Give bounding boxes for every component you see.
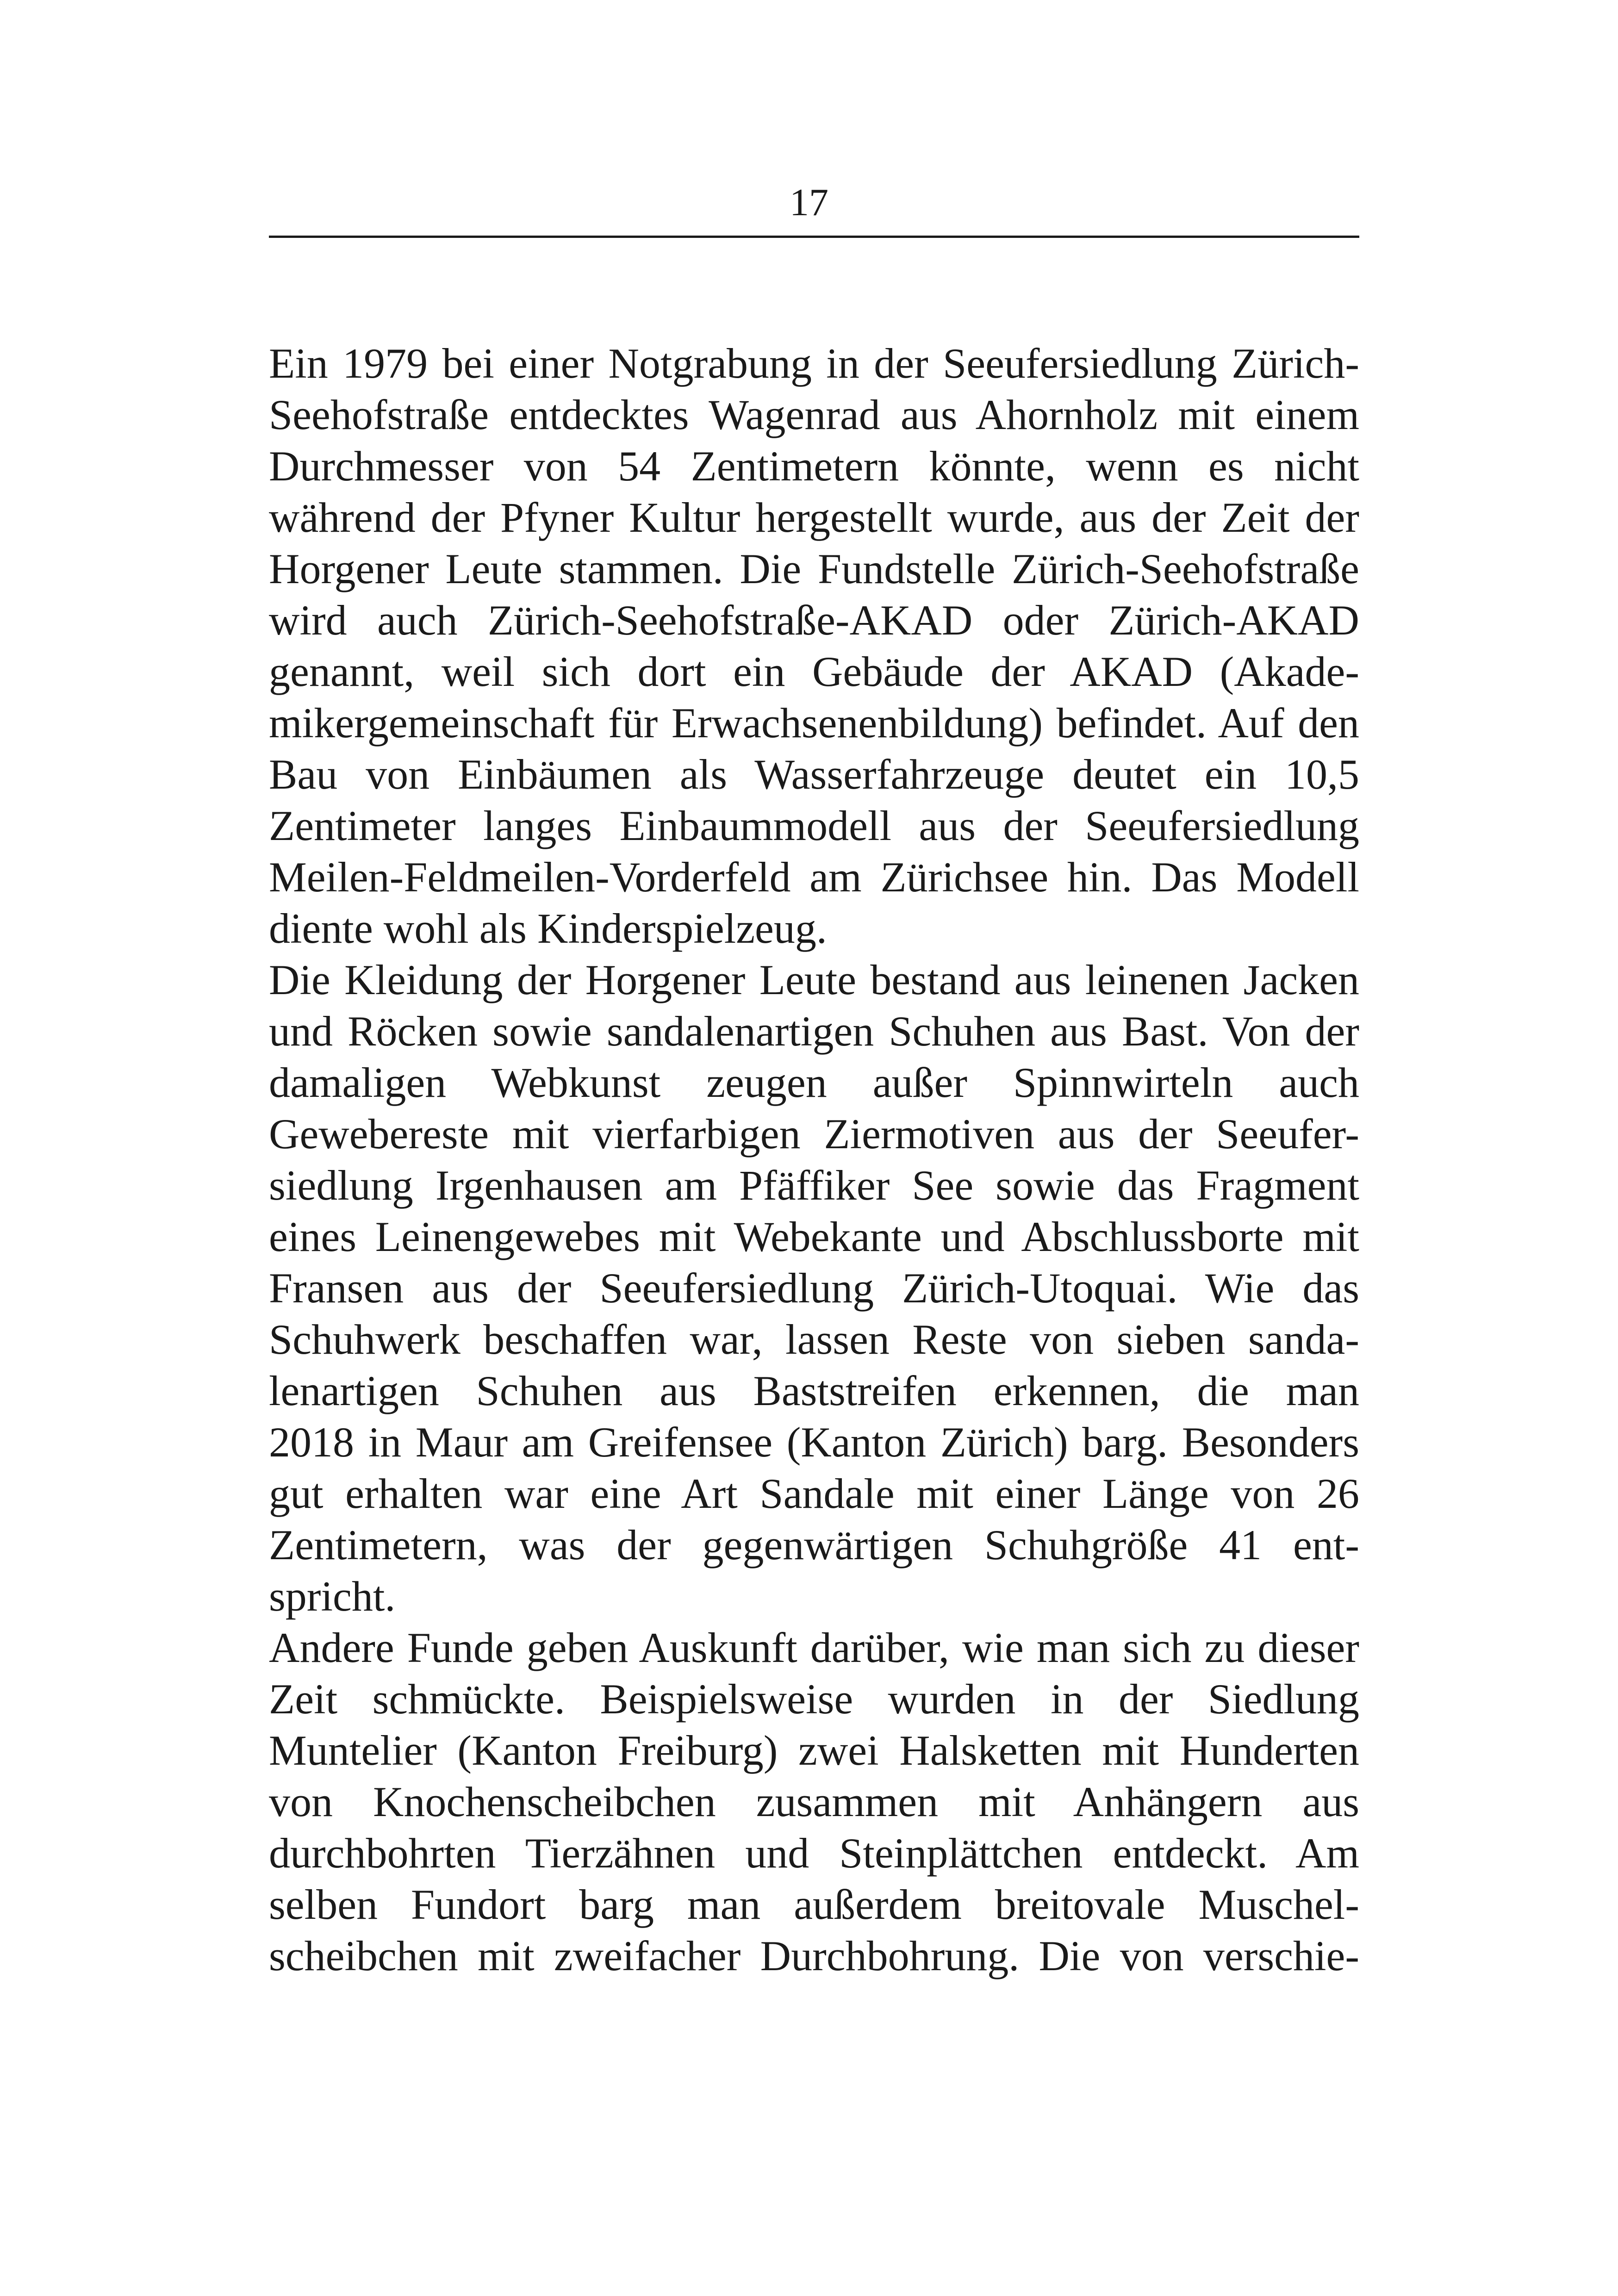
paragraph-2: [269, 954, 1359, 1622]
text-line: Zeit schmückte. Beispielsweise wurden in der Siedlung: [269, 1675, 1359, 1723]
text-line: während der Pfyner Kultur hergestellt wurde, aus der Zeit der: [269, 494, 1359, 541]
text-line: Horgener Leute stammen. Die Fundstelle Zürich-Seehofstraße: [269, 545, 1359, 592]
text-line: eines Leinengewebes mit Webekante und Abschlussborte mit: [269, 1213, 1359, 1260]
text-line: Zentimeter langes Einbaummodell aus der Seeufersiedlung: [269, 802, 1359, 849]
text-line: Die Kleidung der Horgener Leute bestand aus leinenen Jacken: [269, 956, 1359, 1003]
text-line: genannt, weil sich dort ein Gebäude der AKAD (Akade-: [269, 648, 1359, 695]
paragraph-1: [269, 338, 1359, 954]
text-line: siedlung Irgenhausen am Pfäffiker See sowie das Fragment: [269, 1162, 1359, 1209]
text-line: Muntelier (Kanton Freiburg) zwei Halsketten mit Hunderten: [269, 1727, 1359, 1774]
text-line: Schuhwerk beschaffen war, lassen Reste von sieben sanda-: [269, 1316, 1359, 1363]
text-line: Fransen aus der Seeufersiedlung Zürich-Utoquai. Wie das: [269, 1264, 1359, 1312]
paragraph-3: [269, 1622, 1359, 1982]
text-line: Andere Funde geben Auskunft darüber, wie man sich zu dieser: [269, 1624, 1359, 1671]
body-text: [269, 338, 1359, 1982]
text-line: Seehofstraße entdecktes Wagenrad aus Ahornholz mit einem: [269, 391, 1359, 438]
text-line: Ein 1979 bei einer Notgrabung in der Seeufersiedlung Zürich-: [269, 340, 1359, 387]
text-line: lenartigen Schuhen aus Baststreifen erkennen, die man: [269, 1367, 1359, 1414]
text-line: gut erhalten war eine Art Sandale mit einer Länge von 26: [269, 1470, 1359, 1517]
text-line: von Knochenscheibchen zusammen mit Anhängern aus: [269, 1778, 1359, 1825]
header-rule: [269, 236, 1359, 238]
text-line: 2018 in Maur am Greifensee (Kanton Zürich) barg. Besonders: [269, 1419, 1359, 1466]
page-number: 17: [790, 181, 828, 224]
text-line: Bau von Einbäumen als Wasserfahrzeuge deutet ein 10,5: [269, 751, 1359, 798]
text-line: scheibchen mit zweifacher Durchbohrung. Die von verschie-: [269, 1932, 1359, 1979]
text-line: Zentimetern, was der gegenwärtigen Schuhgröße 41 ent-: [269, 1521, 1359, 1568]
text-line: Meilen-Feldmeilen-Vorderfeld am Zürichsee hin. Das Modell: [269, 853, 1359, 901]
text-line: wird auch Zürich-Seehofstraße-AKAD oder Zürich-AKAD: [269, 597, 1359, 644]
text-line: durchbohrten Tierzähnen und Steinplättchen entdeckt. Am: [269, 1829, 1359, 1877]
text-line: Gewebereste mit vierfarbigen Ziermotiven aus der Seeufer-: [269, 1110, 1359, 1157]
text-line: Durchmesser von 54 Zentimetern könnte, wenn es nicht: [269, 442, 1359, 490]
text-line: mikergemeinschaft für Erwachsenenbildung) befindet. Auf den: [269, 699, 1359, 747]
text-line: selben Fundort barg man außerdem breitovale Muschel-: [269, 1881, 1359, 1928]
text-line: und Röcken sowie sandalenartigen Schuhen aus Bast. Von der: [269, 1008, 1359, 1055]
text-line: spricht.: [269, 1573, 396, 1620]
text-line: damaligen Webkunst zeugen außer Spinnwirteln auch: [269, 1059, 1359, 1106]
text-line: diente wohl als Kinderspielzeug.: [269, 905, 827, 952]
